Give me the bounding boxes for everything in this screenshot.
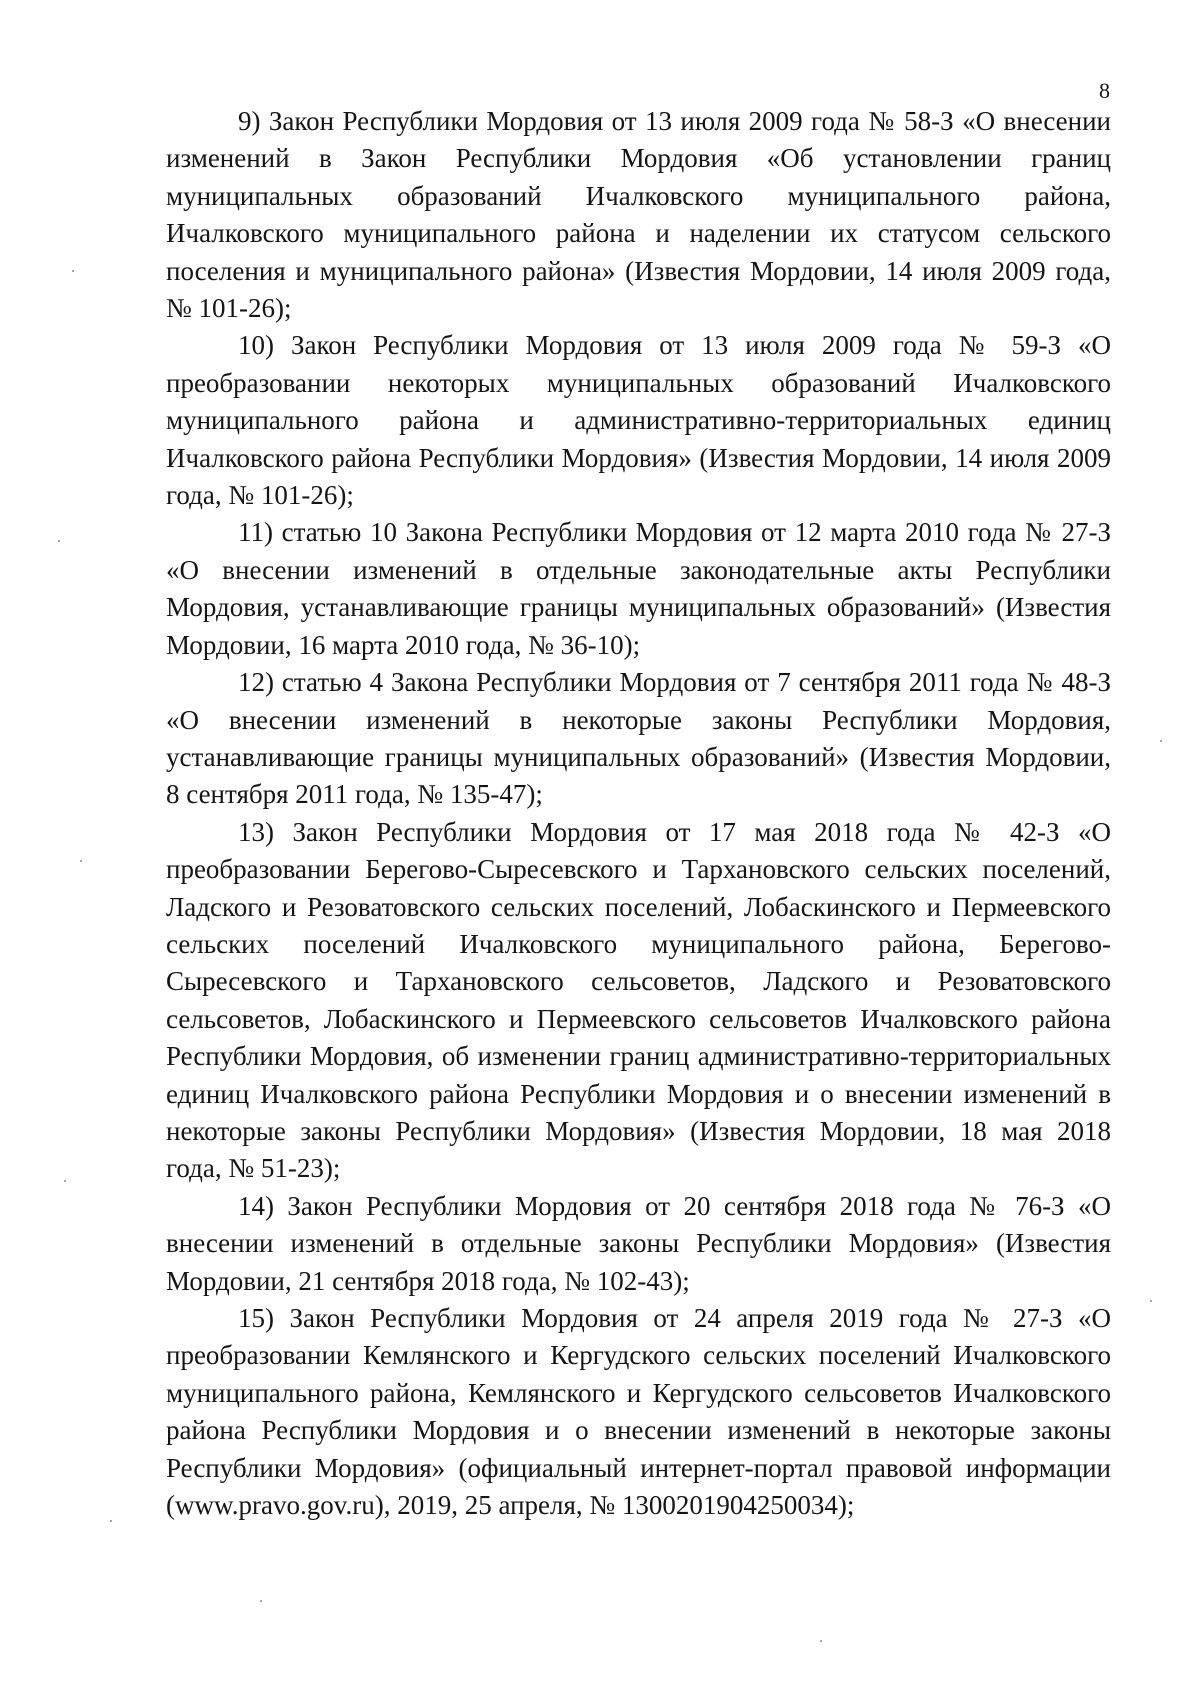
scan-speck: [820, 1640, 822, 1642]
law-list: [166, 103, 1111, 1524]
list-item-11: 11) статью 10 Закона Республики Мордовия от 12 марта 2010 года № 27-З «О внесении изменений в отдельные законодательные акты Республики Мордовия, устанавливающие границы муниципальных образований» (Известия Мордовии, 16 марта 2010 года, № 36-10);: [166, 517, 1111, 660]
list-item-10: 10) Закон Республики Мордовия от 13 июля 2009 года № 59-З «О преобразовании некоторых муниципальных образований Ичалковского муниципального района и административно-территориальных единиц Ичалковского района Республики Мордовия» (Известия Мордовии, 14 июля 2009 года, № 101-26);: [166, 330, 1111, 511]
scan-speck: [64, 1180, 66, 1182]
scan-speck: [110, 1520, 112, 1522]
scan-speck: [58, 540, 60, 542]
scan-speck: [1160, 740, 1162, 742]
scan-speck: [72, 270, 74, 272]
scan-speck: [260, 1600, 262, 1602]
list-item-14: 14) Закон Республики Мордовия от 20 сентября 2018 года № 76-З «О внесении изменений в отдельные законы Республики Мордовия» (Известия Мордовии, 21 сентября 2018 года, № 102-43);: [166, 1190, 1111, 1296]
list-item-12: 12) статью 4 Закона Республики Мордовия от 7 сентября 2011 года № 48-З «О внесении изменений в некоторые законы Республики Мордовия, устанавливающие границы муниципальных образований» (Известия Мордовии, 8 сентября 2011 года, № 135-47);: [166, 667, 1111, 810]
list-item-15: 15) Закон Республики Мордовия от 24 апреля 2019 года № 27-З «О преобразовании Кемлянского и Кергудского сельских поселений Ичалковского муниципального района, Кемлянского и Кергудского сельсоветов Ичалковского района Республики Мордовия и о внесении изменений в некоторые законы Республики Мордовия» (официальный интернет-портал правовой информации (www.pravo.gov.ru), 2019, 25 апреля, № 1300201904250034);: [166, 1303, 1111, 1521]
page-number: 8: [1099, 78, 1110, 103]
scan-speck: [80, 860, 82, 862]
scan-speck: [1150, 1300, 1152, 1302]
list-item-9: 9) Закон Республики Мордовия от 13 июля 2009 года № 58-З «О внесении изменений в Закон Республики Мордовия «Об установлении границ муниципальных образований Ичалковского муниципального района, Ичалковского муниципального района и наделении их статусом сельского поселения и муниципального района» (Известия Мордовии, 14 июля 2009 года, № 101-26);: [166, 106, 1111, 324]
list-item-13: 13) Закон Республики Мордовия от 17 мая 2018 года № 42-З «О преобразовании Берегово-Сыресевского и Тархановского сельских поселений, Ладского и Резоватовского сельских поселений, Лобаскинского и Пермеевского сельских поселений Ичалковского муниципального района, Берегово-Сыресевского и Тархановского сельсоветов, Ладского и Резоватовского сельсоветов, Лобаскинского и Пермеевского сельсоветов Ичалковского района Республики Мордовия, об изменении границ административно-территориальных единиц Ичалковского района Республики Мордовия и о внесении изменений в некоторые законы Республики Мордовия» (Известия Мордовии, 18 мая 2018 года, № 51-23);: [166, 816, 1111, 1184]
